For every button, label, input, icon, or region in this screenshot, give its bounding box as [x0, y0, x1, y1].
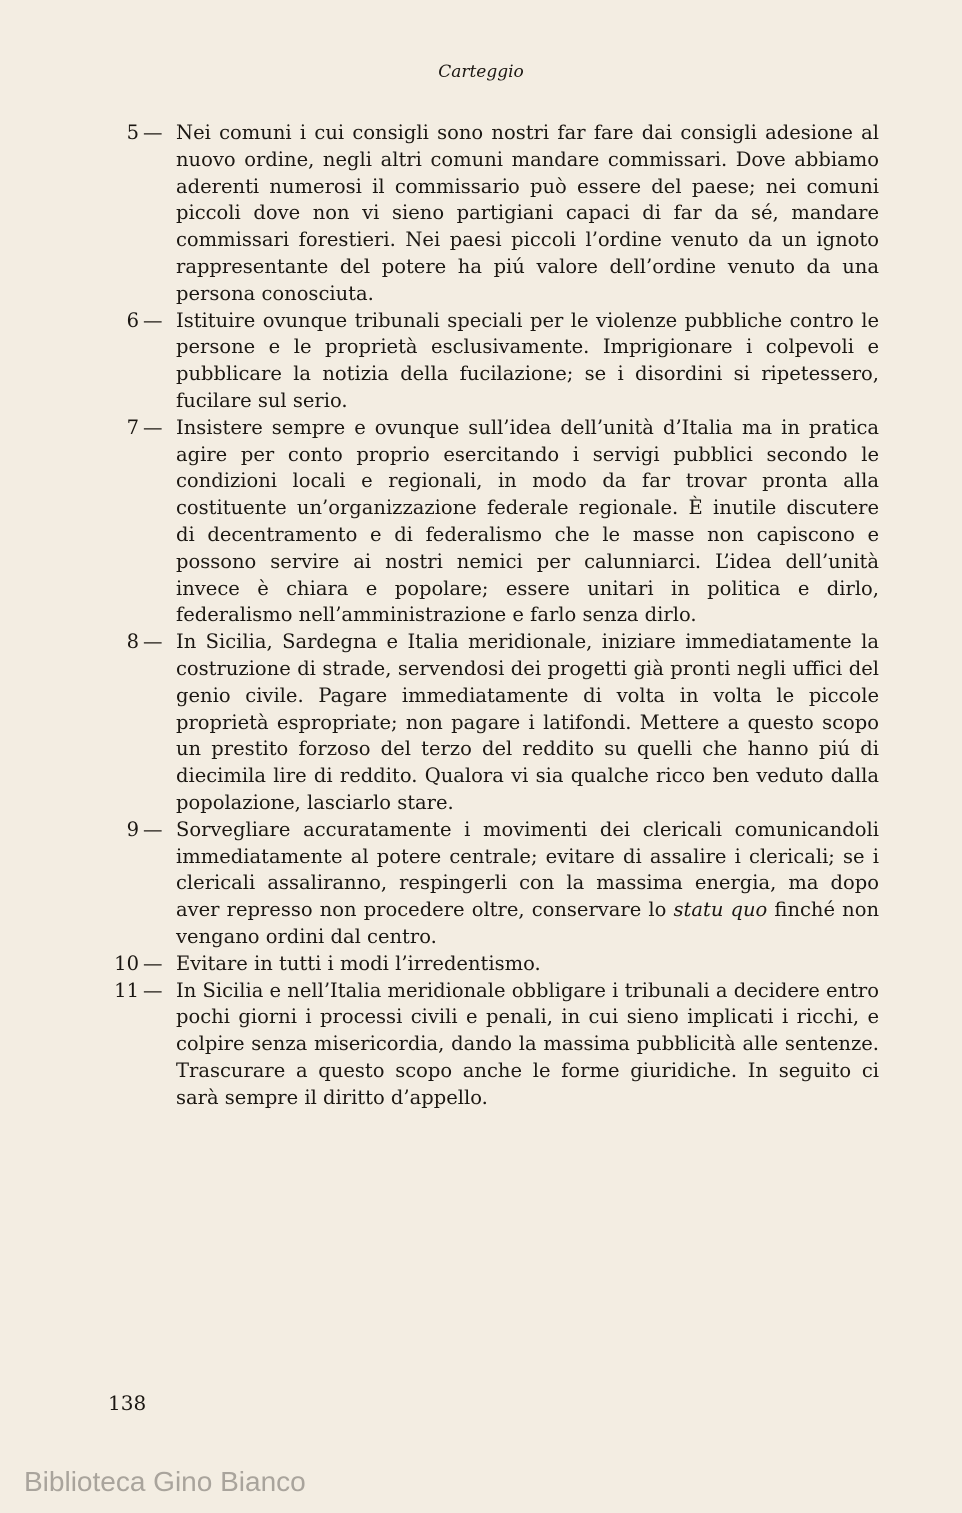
item-text: finché non vengano ordini dal centro.	[176, 898, 880, 948]
item-dash: —	[143, 121, 163, 144]
list-item-10	[103, 951, 879, 978]
item-dash: —	[143, 817, 163, 841]
item-number: 10	[114, 951, 139, 975]
item-text: In Sicilia e nell’Italia meridionale obbligare i tribunali a decidere entro pochi giorni i processi civili e penali, in cui sieno implicati i ricchi, e colpire senza misericordia, dando la massima pubblicità alle sentenze. Trascurare a questo scopo anche le forme giuridiche. In seguito ci sarà sempre il diritto d’appello.	[176, 978, 879, 1109]
item-number: 6	[126, 308, 139, 332]
item-text: Sorvegliare accuratamente i movimenti dei clericali comunicandoli immediatamente al potere centrale; evitare di assalire i clericali; se i clericali assaliranno, respingerli con la massima energia, ma dopo aver represso non procedere oltre, conservare lo	[176, 817, 879, 922]
item-dash: —	[143, 630, 163, 654]
item-number: 5	[126, 121, 139, 144]
running-head: Carteggio	[438, 62, 524, 82]
list-item-5	[103, 120, 879, 308]
item-text: Nei comuni i cui consigli sono nostri far fare dai consigli adesione al nuovo ordine, negli altri comuni mandare commissari. Dove abbiamo aderenti numerosi il commissario può essere del paese; nei comuni piccoli dove non vi sieno partigiani capaci di far da sé, mandare commissari forestieri. Nei paesi piccoli l’ordine venuto da un ignoto rappresentante del potere ha piú valore dell’ordine venuto da una persona conosciuta.	[176, 121, 879, 305]
page-number: 138	[108, 1391, 147, 1415]
item-number: 7	[126, 415, 139, 439]
list-item-6	[103, 308, 879, 415]
item-number: 9	[126, 817, 139, 841]
list-item-8	[103, 629, 879, 817]
item-dash: —	[143, 978, 163, 1002]
list-item-7	[103, 415, 879, 629]
item-text: Insistere sempre e ovunque sull’idea dell’unità d’Italia ma in pratica agire per conto proprio esercitando i servigi pubblici secondo le condizioni locali e regionali, in modo da far trovar pronta alla costituente un’organizzazione federale regionale. È inutile discutere di decentramento e di federalismo che le masse non capiscono e possono servire ai nostri nemici per calunniarci. L’idea dell’unità invece è chiara e popolare; essere unitari in politica e dirlo, federalismo nell’amministrazione e farlo senza dirlo.	[176, 415, 879, 627]
list-item-9	[103, 817, 879, 951]
numbered-list	[103, 120, 879, 1111]
item-dash: —	[143, 415, 163, 439]
list-item-11	[103, 978, 879, 1112]
item-number: 8	[126, 630, 139, 654]
item-dash: —	[143, 308, 163, 332]
watermark: Biblioteca Gino Bianco	[24, 1466, 306, 1497]
item-dash: —	[143, 951, 163, 975]
item-text: In Sicilia, Sardegna e Italia meridionale, iniziare immediatamente la costruzione di strade, servendosi dei progetti già pronti negli uffici del genio civile. Pagare immediatamente di volta in volta le piccole proprietà espropriate; non pagare i latifondi. Mettere a questo scopo un prestito forzoso del terzo del reddito su quelli che hanno piú di diecimila lire di reddito. Qualora vi sia qualche ricco ben veduto dalla popolazione, lasciarlo stare.	[176, 630, 879, 814]
item-text: Istituire ovunque tribunali speciali per le violenze pubbliche contro le persone e le proprietà esclusivamente. Imprigionare i colpevoli e pubblicare la notizia della fucilazione; se i disordini si ripetessero, fucilare sul serio.	[176, 308, 879, 412]
item-number: 11	[114, 978, 139, 1002]
item-text: Evitare in tutti i modi l’irredentismo.	[176, 951, 541, 975]
item-text-italic: statu quo	[673, 898, 768, 922]
